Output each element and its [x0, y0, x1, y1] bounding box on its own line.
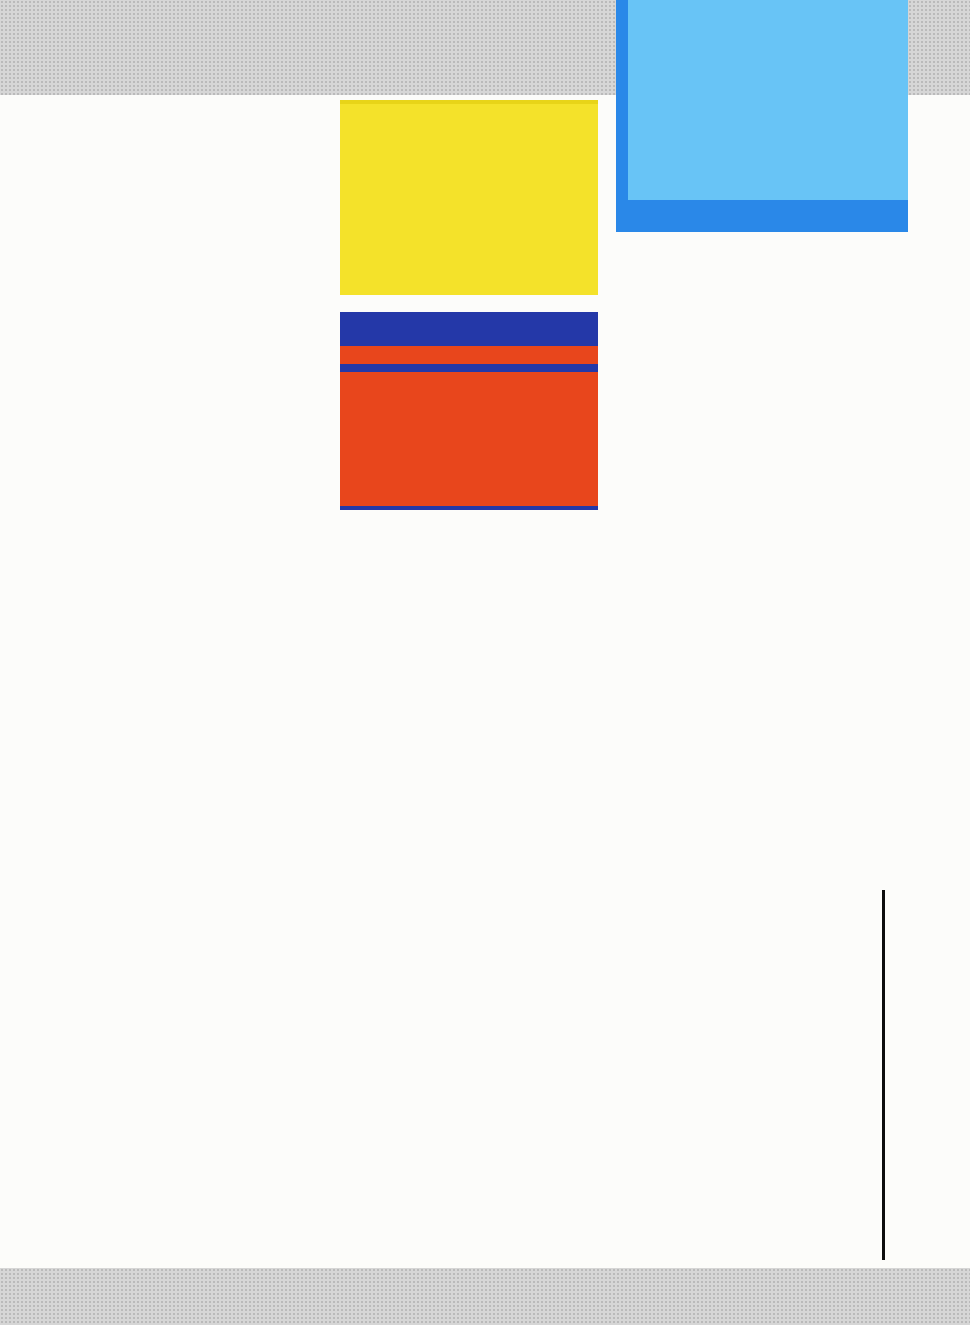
- section-banner: [880, 890, 940, 1260]
- design-options-screenshot: [340, 100, 598, 295]
- text-column-2: [340, 524, 606, 536]
- bar-graph-screenshot: [616, 0, 908, 232]
- spreadsheet-status: [340, 506, 598, 510]
- spreadsheet-help-bar: [340, 312, 598, 346]
- text-column-3: [626, 300, 892, 312]
- banner-rule: [882, 890, 885, 1260]
- spreadsheet-column-header: [340, 364, 598, 372]
- bottom-dotted-band: [0, 1268, 970, 1325]
- bar-graph-plot: [628, 0, 908, 200]
- spreadsheet-screenshot: [340, 312, 598, 510]
